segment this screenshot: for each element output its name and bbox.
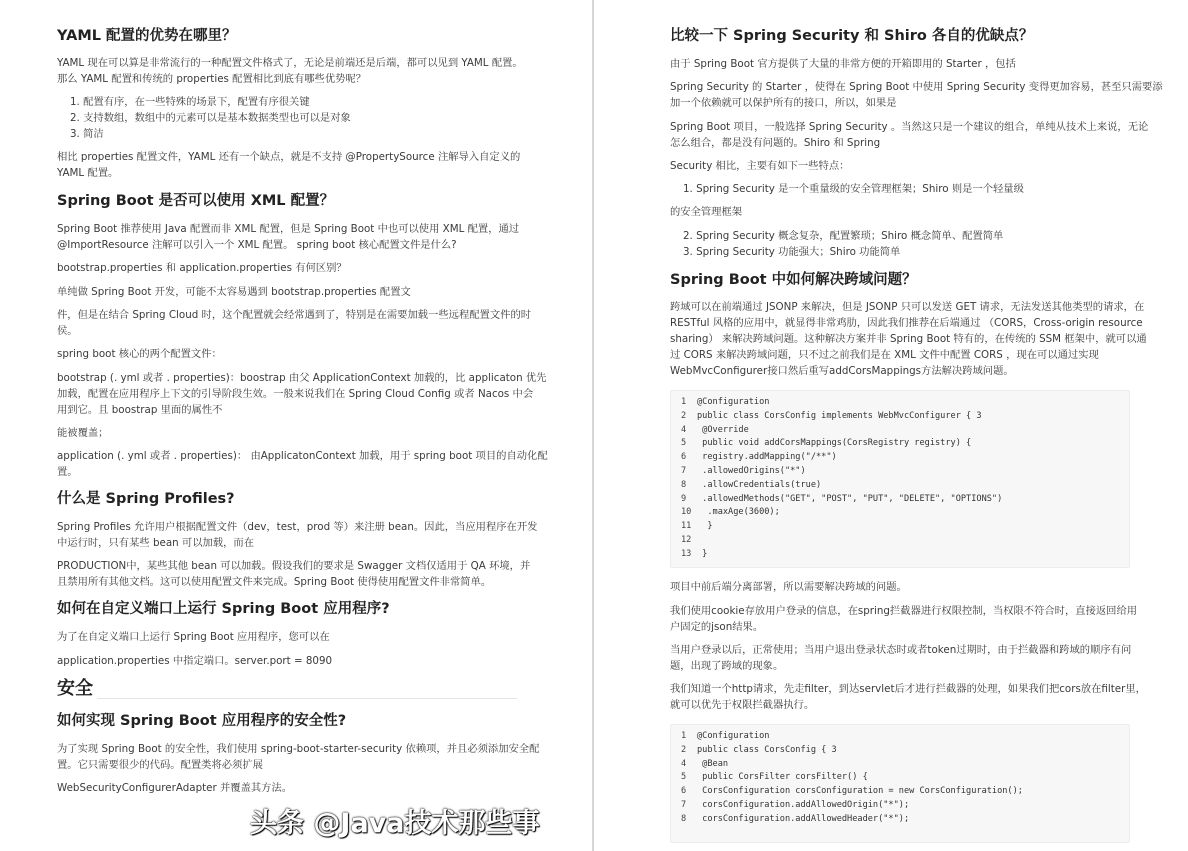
- line-number: 13: [681, 548, 692, 559]
- code-text: .allowedMethods("GET", "POST", "PUT", "DELETE", "OPTIONS"): [697, 493, 1003, 504]
- line-number: 4: [681, 758, 687, 769]
- text-line: Spring Boot 中如何解决跨域问题？: [670, 272, 917, 288]
- text-line: Spring Profiles 允许用户根据配置文件（dev，test，prod 等）来注册 bean。因此，当应用程序在开发: [57, 521, 538, 533]
- text-line: Spring Boot 推荐使用 Java 配置而非 XML 配置，但是 Spring Boot 中也可以使用 XML 配置，通过: [57, 223, 520, 235]
- code-text: }: [697, 521, 713, 532]
- paragraph: [57, 741, 539, 773]
- list: [670, 228, 1003, 260]
- text-line: 如何实现 Spring Boot 应用程序的安全性?: [57, 713, 347, 729]
- text-line: 加载，配置在应用程序上下文的引导阶段生效。一般来说我们在 Spring Cloud Config 或者 Nacos 中会: [57, 388, 534, 400]
- paragraph: [670, 603, 1137, 635]
- page-divider: [592, 0, 594, 851]
- left-page: [0, 0, 592, 851]
- text-line: 当用户登录以后，正常使用；当用户退出登录状态时或者token过期时，由于拦截器和跨域的顺序有问: [670, 644, 1132, 656]
- line-number: 10: [681, 507, 692, 518]
- paragraph: [57, 558, 530, 590]
- text-line: YAML 配置的优势在哪里？: [57, 28, 237, 44]
- paragraph: [57, 284, 411, 300]
- paragraph: [57, 780, 292, 796]
- paragraph: [57, 260, 347, 276]
- code-text: public class CorsConfig implements WebMvcConfigurer { 3: [697, 410, 982, 421]
- paragraph: [670, 119, 1148, 151]
- code-text: public void addCorsMappings(CorsRegistry registry) {: [697, 438, 972, 449]
- text-line: WebSecurityConfigurerAdapter 并覆盖其方法。: [57, 782, 293, 794]
- paragraph: [57, 629, 330, 645]
- line-number: 7: [681, 800, 687, 810]
- text-line: 能被覆盖；: [57, 427, 109, 439]
- text-line: 为了在自定义端口上运行 Spring Boot 应用程序，您可以在: [57, 631, 330, 643]
- text-line: application.properties 中指定端口。server.port = 8090: [57, 655, 333, 667]
- code-block: [670, 724, 1130, 843]
- code-text: @Override: [697, 424, 749, 435]
- section-heading: [57, 192, 334, 210]
- text-line: 那么 YAML 配置和传统的 properties 配置相比到底有哪些优势呢？: [57, 73, 367, 85]
- code-block: [670, 390, 1130, 568]
- text-line: 什么是 Spring Profiles?: [57, 491, 235, 507]
- paragraph: [57, 519, 537, 551]
- paragraph: [670, 579, 907, 595]
- code-text: registry.addMapping("/**"): [697, 452, 837, 463]
- text-line: 我们知道一个http请求，先走filter，到达servlet后才进行拦截器的处理，如果我们把cors放在filter里，: [670, 683, 1146, 695]
- text-line: Spring Security 的 Starter ，使得在 Spring Boot 中使用 Spring Security 变得更加容易，甚至只需要添: [670, 81, 1163, 93]
- paragraph: [57, 425, 108, 441]
- text-line: 项目中前后端分离部署，所以需要解决跨域的问题。: [670, 581, 907, 593]
- text-line: @ImportResource 注解可以引入一个 XML 配置。 spring boot 核心配置文件是什么?: [57, 239, 457, 251]
- watermark: 头条 @Java技术那些事: [250, 808, 540, 839]
- code-text: CorsConfiguration corsConfiguration = new CorsConfiguration();: [697, 786, 1023, 797]
- line-number: 2: [681, 410, 687, 421]
- text-line: 中运行时，只有某些 bean 可以加载，而在: [57, 537, 255, 549]
- paragraph: [670, 642, 1131, 674]
- text-line: 的安全管理框架: [670, 206, 743, 218]
- line-number: 5: [681, 772, 687, 783]
- paragraph: [670, 204, 742, 220]
- code-text: public CorsFilter corsFilter() {: [697, 772, 868, 783]
- chapter-heading: [57, 678, 93, 700]
- text-line: 侯。: [57, 325, 78, 337]
- code-text: public class CorsConfig { 3: [697, 744, 837, 755]
- text-line: 跨域可以在前端通过 JSONP 来解决，但是 JSONP 只可以发送 GET 请求，无法发送其他类型的请求，在: [670, 301, 1145, 313]
- text-line: RESTful 风格的应用中，就显得非常鸡肋，因此我们推荐在后端通过 （CORS，Cross-origin resource: [670, 317, 1143, 329]
- code-text: }: [697, 548, 708, 559]
- paragraph: [57, 221, 519, 253]
- text-line: Spring Boot 项目，一般选择 Spring Security 。当然这只是一个建议的组合，单纯从技术上来说，无论: [670, 121, 1149, 133]
- text-line: YAML 配置。: [57, 167, 119, 179]
- paragraph: [670, 158, 849, 174]
- right-page: [595, 0, 1188, 851]
- text-line: 怎么组合，都是没有问题的。Shiro 和 Spring: [670, 137, 881, 149]
- paragraph: [670, 681, 1146, 713]
- heading-rule: [97, 698, 517, 699]
- text-line: 相比 properties 配置文件，YAML 还有一个缺点，就是不支持 @PropertySource 注解导入自定义的: [57, 151, 521, 163]
- list-item: 3. Spring Security 功能强大；Shiro 功能简单: [683, 246, 901, 258]
- text-line: 置。: [57, 466, 78, 478]
- text-line: 为了实现 Spring Boot 的安全性，我们使用 spring-boot-starter-security 依赖项，并且必须添加安全配: [57, 743, 540, 755]
- text-line: 就可以优先于权限拦截器执行。: [670, 699, 815, 711]
- line-number: 9: [681, 493, 687, 504]
- text-line: 用到它。且 boostrap 里面的属性不: [57, 404, 223, 416]
- list-item: 3. 简洁: [70, 128, 104, 140]
- text-line: 户固定的json结果。: [670, 621, 764, 633]
- text-line: Security 相比，主要有如下一些特点：: [670, 160, 850, 172]
- text-line: bootstrap.properties 和 application.properties 有何区别？: [57, 262, 347, 274]
- line-number: 7: [681, 466, 687, 476]
- text-line: application (. yml 或者 . properties)： 由ApplicatonContext 加载，用于 spring boot 项目的自动化配: [57, 450, 548, 462]
- list-item: 1. Spring Security 是一个重量级的安全管理框架；Shiro 则是一个轻量级: [683, 183, 1024, 195]
- list: [57, 94, 351, 142]
- paragraph: [670, 56, 1016, 72]
- paragraph: [57, 346, 222, 362]
- text-line: 比较一下 Spring Security 和 Shiro 各自的优缺点？: [670, 28, 1034, 44]
- line-number: 5: [681, 438, 687, 449]
- code-text: .allowedOrigins("*"): [697, 466, 806, 476]
- text-line: spring boot 核心的两个配置文件：: [57, 348, 222, 360]
- line-number: 2: [681, 744, 687, 755]
- paragraph: [670, 299, 1147, 379]
- paragraph: [57, 370, 546, 418]
- text-line: 题，出现了跨域的现象。: [670, 660, 784, 672]
- text-line: sharing） 来解决跨域问题。这种解决方案并非 Spring Boot 特有的，在传统的 SSM 框架中，就可以通: [670, 333, 1147, 345]
- list: [670, 181, 1024, 197]
- line-number: 11: [681, 521, 692, 532]
- text-line: PRODUCTION中，某些其他 bean 可以加载。假设我们的要求是 Swagger 文档仅适用于 QA 环境，并: [57, 560, 531, 572]
- text-line: bootstrap (. yml 或者 . properties)：boostrap 由父 ApplicationContext 加载的，比 applicaton 优先: [57, 372, 547, 384]
- text-line: 件，但是在结合 Spring Cloud 时，这个配置就会经常遇到了，特别是在需要加载一些远程配置文件的时: [57, 309, 532, 321]
- line-number: 12: [681, 535, 692, 545]
- list-item: 2. 支持数组，数组中的元素可以是基本数据类型也可以是对象: [70, 112, 351, 124]
- section-heading: [670, 27, 1033, 45]
- code-text: @Configuration: [697, 397, 770, 407]
- line-number: 6: [681, 786, 687, 797]
- line-number: 6: [681, 452, 687, 463]
- text-line: YAML 现在可以算是非常流行的一种配置文件格式了，无论是前端还是后端，都可以见到 YAML 配置。: [57, 57, 523, 69]
- paragraph: [57, 307, 531, 339]
- code-text: @Bean: [697, 758, 729, 769]
- text-line: 且禁用所有其他文档。这可以使用配置文件来完成。Spring Boot 使得使用配置文件非常简单。: [57, 576, 492, 588]
- list-item: 1. 配置有序，在一些特殊的场景下，配置有序很关键: [70, 96, 310, 108]
- section-heading: [57, 712, 346, 730]
- line-number: 4: [681, 424, 687, 435]
- section-heading: [57, 600, 390, 618]
- paragraph: [670, 79, 1163, 111]
- text-line: 加一个依赖就可以保护所有的接口，所以，如果是: [670, 97, 897, 109]
- section-heading: [57, 27, 237, 45]
- text-line: 如何在自定义端口上运行 Spring Boot 应用程序?: [57, 601, 390, 617]
- text-line: 由于 Spring Boot 官方提供了大量的非常方便的开箱即用的 Starter ，包括: [670, 58, 1016, 70]
- text-line: 置。它只需要很少的代码。配置类将必须扩展: [57, 759, 263, 771]
- paragraph: [57, 55, 523, 87]
- line-number: 8: [681, 479, 687, 490]
- text-line: 单纯做 Spring Boot 开发，可能不太容易遇到 bootstrap.properties 配置文: [57, 286, 411, 298]
- code-text: corsConfiguration.addAllowedHeader("*");: [697, 813, 910, 824]
- text-line: 过 CORS 来解决跨域问题，只不过之前我们是在 XML 文件中配置 CORS ，现在可以通过实现: [670, 349, 1099, 361]
- text-line: Spring Boot 是否可以使用 XML 配置？: [57, 193, 335, 209]
- section-heading: [670, 271, 917, 289]
- line-number: 1: [681, 731, 687, 741]
- line-number: 8: [681, 813, 687, 824]
- paragraph: [57, 448, 548, 480]
- text-line: WebMvcConfigurer接口然后重写addCorsMappings方法解决跨域问题。: [670, 365, 1014, 377]
- text-line: 我们使用cookie存放用户登录的信息，在spring拦截器进行权限控制，当权限不符合时，直接返回给用: [670, 605, 1138, 617]
- line-number: 1: [681, 397, 687, 407]
- section-heading: [57, 490, 235, 508]
- code-text: corsConfiguration.addAllowedOrigin("*");: [697, 800, 910, 810]
- list-item: 2. Spring Security 概念复杂，配置繁琐；Shiro 概念简单、配置简单: [683, 230, 1004, 242]
- text-line: 安全: [57, 678, 93, 699]
- paragraph: [57, 149, 520, 181]
- paragraph: [57, 653, 332, 669]
- code-text: .maxAge(3600);: [697, 507, 780, 518]
- code-text: .allowCredentials(true): [697, 479, 822, 490]
- code-text: @Configuration: [697, 731, 770, 741]
